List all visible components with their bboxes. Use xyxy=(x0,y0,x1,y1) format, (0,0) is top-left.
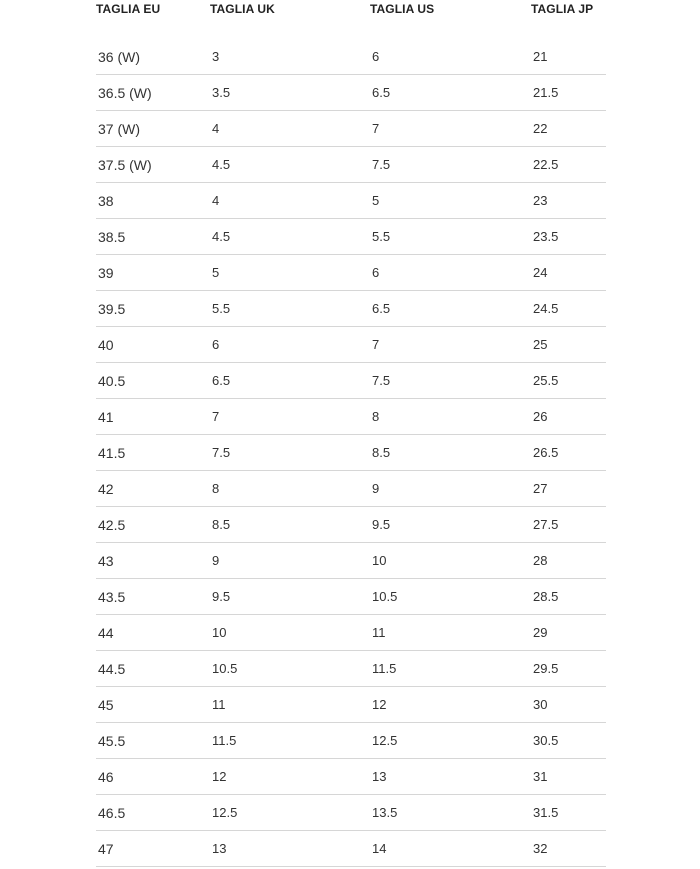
cell-size-jp: 23 xyxy=(531,183,606,219)
cell-size-eu: 36 (W) xyxy=(96,39,210,75)
cell-size-uk: 6 xyxy=(210,327,370,363)
cell-size-jp: 27 xyxy=(531,471,606,507)
cell-size-jp: 28 xyxy=(531,543,606,579)
cell-size-us: 12.5 xyxy=(370,723,531,759)
table-row xyxy=(96,615,606,651)
cell-size-jp: 26.5 xyxy=(531,435,606,471)
cell-size-uk: 11 xyxy=(210,687,370,723)
cell-size-us: 5.5 xyxy=(370,219,531,255)
cell-size-eu: 45 xyxy=(96,687,210,723)
cell-size-uk: 13 xyxy=(210,831,370,867)
table-row xyxy=(96,363,606,399)
cell-size-us: 8 xyxy=(370,399,531,435)
header-us: TAGLIA US xyxy=(370,2,435,16)
cell-size-us: 7 xyxy=(370,327,531,363)
cell-size-jp: 30 xyxy=(531,687,606,723)
cell-size-uk: 4.5 xyxy=(210,219,370,255)
cell-size-eu: 44 xyxy=(96,615,210,651)
cell-size-uk: 8 xyxy=(210,471,370,507)
table-row xyxy=(96,291,606,327)
cell-size-eu: 47 xyxy=(96,831,210,867)
table-row xyxy=(96,255,606,291)
cell-size-us: 12 xyxy=(370,687,531,723)
cell-size-us: 8.5 xyxy=(370,435,531,471)
cell-size-jp: 27.5 xyxy=(531,507,606,543)
cell-size-us: 6 xyxy=(370,39,531,75)
cell-size-uk: 9.5 xyxy=(210,579,370,615)
table-row xyxy=(96,111,606,147)
header-jp: TAGLIA JP xyxy=(531,2,594,16)
cell-size-eu: 46 xyxy=(96,759,210,795)
cell-size-eu: 39.5 xyxy=(96,291,210,327)
table-row xyxy=(96,471,606,507)
cell-size-eu: 41.5 xyxy=(96,435,210,471)
header-row xyxy=(96,0,606,26)
cell-size-jp: 21 xyxy=(531,39,606,75)
cell-size-eu: 37.5 (W) xyxy=(96,147,210,183)
table-row xyxy=(96,435,606,471)
cell-size-eu: 38.5 xyxy=(96,219,210,255)
cell-size-uk: 10.5 xyxy=(210,651,370,687)
cell-size-us: 6.5 xyxy=(370,291,531,327)
table-row xyxy=(96,507,606,543)
table-row xyxy=(96,831,606,867)
cell-size-us: 10 xyxy=(370,543,531,579)
cell-size-jp: 28.5 xyxy=(531,579,606,615)
cell-size-jp: 23.5 xyxy=(531,219,606,255)
cell-size-us: 11.5 xyxy=(370,651,531,687)
table-row xyxy=(96,651,606,687)
table-row xyxy=(96,219,606,255)
cell-size-us: 7.5 xyxy=(370,147,531,183)
cell-size-uk: 4 xyxy=(210,111,370,147)
cell-size-uk: 5.5 xyxy=(210,291,370,327)
cell-size-eu: 41 xyxy=(96,399,210,435)
cell-size-jp: 24 xyxy=(531,255,606,291)
cell-size-us: 9 xyxy=(370,471,531,507)
cell-size-us: 11 xyxy=(370,615,531,651)
cell-size-us: 7 xyxy=(370,111,531,147)
table-row xyxy=(96,147,606,183)
cell-size-eu: 40 xyxy=(96,327,210,363)
table-row xyxy=(96,687,606,723)
cell-size-jp: 24.5 xyxy=(531,291,606,327)
cell-size-eu: 42.5 xyxy=(96,507,210,543)
cell-size-uk: 11.5 xyxy=(210,723,370,759)
table-row xyxy=(96,183,606,219)
cell-size-jp: 29 xyxy=(531,615,606,651)
size-conversion-table xyxy=(96,0,606,867)
cell-size-eu: 46.5 xyxy=(96,795,210,831)
cell-size-uk: 6.5 xyxy=(210,363,370,399)
cell-size-uk: 4 xyxy=(210,183,370,219)
cell-size-us: 14 xyxy=(370,831,531,867)
cell-size-eu: 43.5 xyxy=(96,579,210,615)
cell-size-uk: 12 xyxy=(210,759,370,795)
cell-size-uk: 7 xyxy=(210,399,370,435)
cell-size-jp: 22.5 xyxy=(531,147,606,183)
cell-size-uk: 12.5 xyxy=(210,795,370,831)
cell-size-us: 9.5 xyxy=(370,507,531,543)
cell-size-uk: 3.5 xyxy=(210,75,370,111)
cell-size-jp: 22 xyxy=(531,111,606,147)
header-uk: TAGLIA UK xyxy=(210,2,275,16)
cell-size-us: 6 xyxy=(370,255,531,291)
cell-size-eu: 38 xyxy=(96,183,210,219)
header-eu: TAGLIA EU xyxy=(96,2,161,16)
cell-size-uk: 5 xyxy=(210,255,370,291)
cell-size-uk: 9 xyxy=(210,543,370,579)
table-row xyxy=(96,759,606,795)
cell-size-jp: 21.5 xyxy=(531,75,606,111)
table-row xyxy=(96,327,606,363)
cell-size-eu: 37 (W) xyxy=(96,111,210,147)
cell-size-eu: 39 xyxy=(96,255,210,291)
cell-size-jp: 26 xyxy=(531,399,606,435)
table-header xyxy=(96,0,606,39)
cell-size-jp: 25 xyxy=(531,327,606,363)
cell-size-eu: 36.5 (W) xyxy=(96,75,210,111)
cell-size-eu: 43 xyxy=(96,543,210,579)
cell-size-us: 5 xyxy=(370,183,531,219)
cell-size-jp: 32 xyxy=(531,831,606,867)
cell-size-us: 13 xyxy=(370,759,531,795)
table-row xyxy=(96,579,606,615)
cell-size-jp: 31.5 xyxy=(531,795,606,831)
cell-size-jp: 30.5 xyxy=(531,723,606,759)
cell-size-eu: 42 xyxy=(96,471,210,507)
table-row xyxy=(96,543,606,579)
cell-size-us: 10.5 xyxy=(370,579,531,615)
cell-size-eu: 40.5 xyxy=(96,363,210,399)
header-spacer xyxy=(96,26,606,39)
cell-size-jp: 29.5 xyxy=(531,651,606,687)
cell-size-uk: 7.5 xyxy=(210,435,370,471)
cell-size-uk: 4.5 xyxy=(210,147,370,183)
cell-size-eu: 44.5 xyxy=(96,651,210,687)
cell-size-us: 6.5 xyxy=(370,75,531,111)
cell-size-jp: 31 xyxy=(531,759,606,795)
cell-size-uk: 10 xyxy=(210,615,370,651)
cell-size-us: 7.5 xyxy=(370,363,531,399)
table-row xyxy=(96,39,606,75)
table-row xyxy=(96,795,606,831)
table-row xyxy=(96,723,606,759)
cell-size-eu: 45.5 xyxy=(96,723,210,759)
table-body xyxy=(96,39,606,867)
table-row xyxy=(96,399,606,435)
cell-size-us: 13.5 xyxy=(370,795,531,831)
cell-size-uk: 8.5 xyxy=(210,507,370,543)
cell-size-uk: 3 xyxy=(210,39,370,75)
table-row xyxy=(96,75,606,111)
cell-size-jp: 25.5 xyxy=(531,363,606,399)
